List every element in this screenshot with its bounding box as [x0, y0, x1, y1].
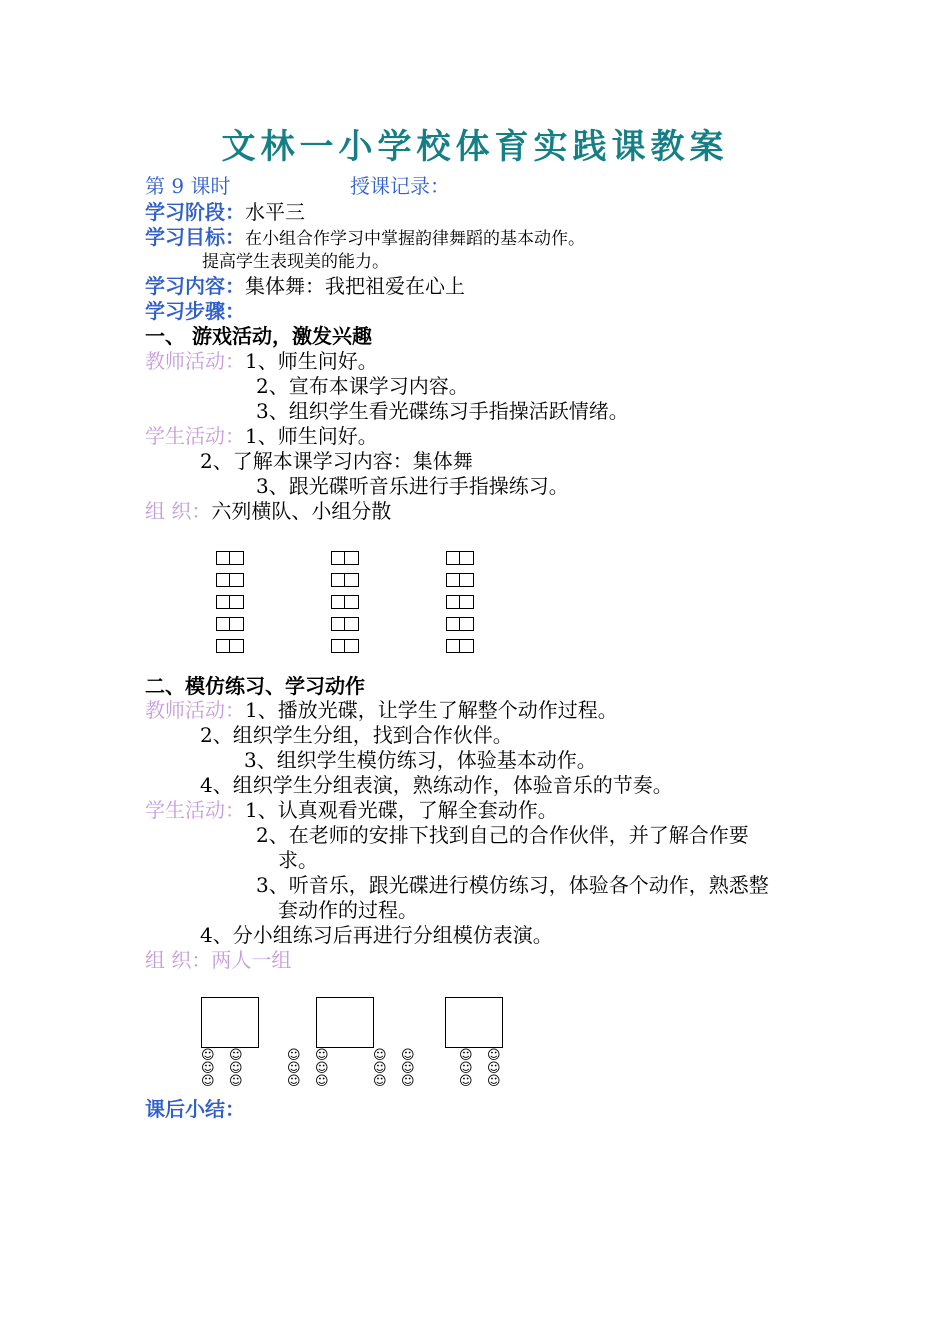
- s1-teacher-label: 教师活动：: [145, 349, 245, 373]
- student-face-icon: ☺: [287, 1061, 301, 1076]
- student-face-icon: ☺: [201, 1074, 215, 1089]
- s2-org-value: 两人一组: [211, 948, 292, 972]
- s2-student-item: 求。: [278, 848, 318, 872]
- s1-student-item: 1、师生问好。: [245, 424, 378, 448]
- student-face-icon: ☺: [373, 1061, 387, 1076]
- s1-org-label: 组 织：: [145, 499, 212, 523]
- student-face-icon: ☺: [401, 1074, 415, 1089]
- formation-cell: [331, 595, 359, 609]
- screen-box: [201, 997, 259, 1048]
- s2-teacher-item: 3、组织学生模仿练习，体验基本动作。: [244, 748, 597, 772]
- s1-org-value: 六列横队、小组分散: [211, 499, 392, 523]
- student-face-icon: ☺: [459, 1048, 473, 1063]
- s1-student-item: 3、跟光碟听音乐进行手指操练习。: [256, 474, 569, 498]
- student-face-icon: ☺: [315, 1048, 329, 1063]
- formation-cell: [331, 617, 359, 631]
- s2-org-label: 组 织：: [145, 948, 212, 972]
- s1-student-item: 2、了解本课学习内容：集体舞: [200, 449, 473, 473]
- formation-cell: [446, 595, 474, 609]
- student-face-icon: ☺: [315, 1061, 329, 1076]
- s1-teacher-item: 3、组织学生看光碟练习手指操活跃情绪。: [256, 399, 629, 423]
- content-row: [145, 274, 465, 298]
- summary-label: 课后小结：: [145, 1097, 245, 1121]
- s2-student-item: 4、分小组练习后再进行分组模仿表演。: [200, 923, 553, 947]
- s2-student-row: [145, 798, 558, 822]
- student-face-icon: ☺: [401, 1048, 415, 1063]
- student-face-icon: ☺: [287, 1048, 301, 1063]
- s2-teacher-item: 1、播放光碟，让学生了解整个动作过程。: [245, 698, 618, 722]
- record-label: 授课记录：: [350, 174, 450, 198]
- s2-teacher-label: 教师活动：: [145, 698, 245, 722]
- s1-teacher-item: 2、宣布本课学习内容。: [256, 374, 469, 398]
- lesson-number: 第 9 课时: [145, 174, 231, 198]
- formation-cell: [331, 551, 359, 565]
- section1-heading: 一、 游戏活动，激发兴趣: [145, 324, 372, 348]
- s1-student-label: 学生活动：: [145, 424, 245, 448]
- screen-box: [316, 997, 374, 1048]
- s2-student-item: 1、认真观看光碟，了解全套动作。: [245, 798, 558, 822]
- goal-value-2: 提高学生表现美的能力。: [202, 252, 389, 272]
- s2-student-item: 套动作的过程。: [278, 898, 418, 922]
- section2-heading: 二、模仿练习、学习动作: [145, 674, 365, 698]
- screen-box: [445, 997, 503, 1048]
- formation-cell: [331, 573, 359, 587]
- steps-label: 学习步骤：: [145, 299, 245, 323]
- formation-cell: [446, 639, 474, 653]
- student-face-icon: ☺: [201, 1048, 215, 1063]
- formation-cell: [331, 639, 359, 653]
- s2-org-row: [145, 948, 291, 972]
- s2-teacher-item: 2、组织学生分组，找到合作伙伴。: [200, 723, 513, 747]
- formation-cell: [216, 639, 244, 653]
- formation-cell: [216, 617, 244, 631]
- student-face-icon: ☺: [229, 1061, 243, 1076]
- student-face-icon: ☺: [373, 1048, 387, 1063]
- s1-teacher-row: [145, 349, 378, 373]
- student-face-icon: ☺: [229, 1048, 243, 1063]
- stage-label: 学习阶段：: [145, 200, 245, 224]
- student-face-icon: ☺: [401, 1061, 415, 1076]
- student-face-icon: ☺: [373, 1074, 387, 1089]
- formation-cell: [446, 551, 474, 565]
- student-face-icon: ☺: [487, 1074, 501, 1089]
- formation-cell: [216, 551, 244, 565]
- s2-student-item: 2、在老师的安排下找到自己的合作伙伴，并了解合作要: [256, 823, 749, 847]
- goal-row: [145, 225, 585, 251]
- student-face-icon: ☺: [459, 1074, 473, 1089]
- student-face-icon: ☺: [487, 1061, 501, 1076]
- formation-cell: [446, 573, 474, 587]
- formation-cell: [216, 573, 244, 587]
- s2-student-item: 3、听音乐，跟光碟进行模仿练习，体验各个动作，熟悉整: [256, 873, 769, 897]
- student-face-icon: ☺: [459, 1061, 473, 1076]
- formation-cell: [446, 617, 474, 631]
- goal-label: 学习目标：: [145, 225, 245, 249]
- s2-teacher-row: [145, 698, 618, 722]
- student-face-icon: ☺: [229, 1074, 243, 1089]
- page-title: 文林一小学校体育实践课教案: [221, 127, 729, 167]
- content-label: 学习内容：: [145, 274, 245, 298]
- student-face-icon: ☺: [287, 1074, 301, 1089]
- s2-teacher-item: 4、组织学生分组表演，熟练动作，体验音乐的节奏。: [200, 773, 673, 797]
- content-value: 集体舞：我把祖爱在心上: [245, 274, 465, 298]
- goal-value: 在小组合作学习中掌握韵律舞蹈的基本动作。: [245, 229, 585, 249]
- stage-value: 水平三: [245, 200, 305, 224]
- s1-org-row: [145, 499, 391, 523]
- student-face-icon: ☺: [315, 1074, 329, 1089]
- s1-teacher-item: 1、师生问好。: [245, 349, 378, 373]
- stage-row: [145, 200, 305, 224]
- formation-cell: [216, 595, 244, 609]
- student-face-icon: ☺: [487, 1048, 501, 1063]
- s2-student-label: 学生活动：: [145, 798, 245, 822]
- s1-student-row: [145, 424, 378, 448]
- student-face-icon: ☺: [201, 1061, 215, 1076]
